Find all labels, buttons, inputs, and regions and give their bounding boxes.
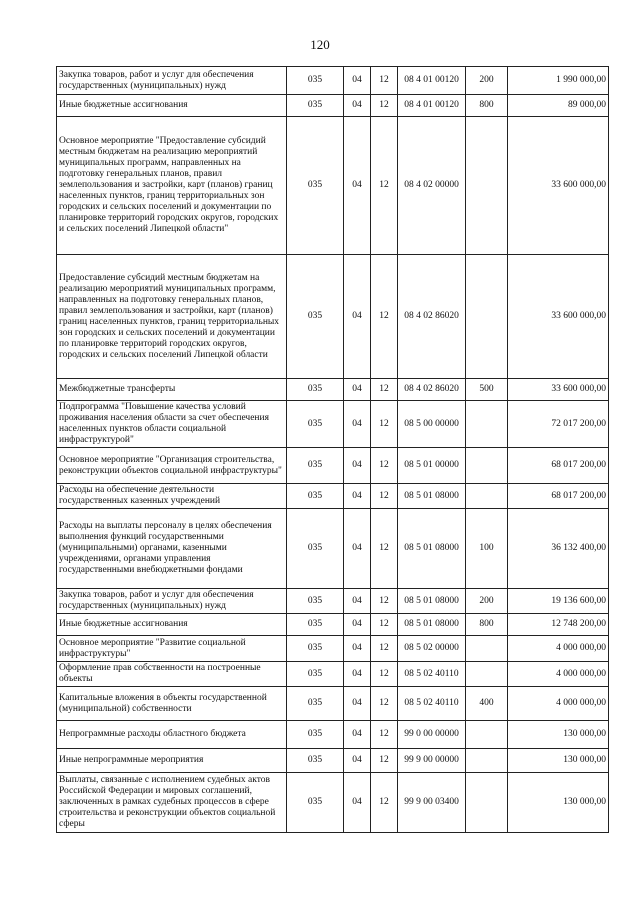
table-row — [57, 95, 609, 117]
subsection-code: 12 — [371, 636, 398, 662]
section-code: 04 — [344, 687, 371, 721]
table-row — [57, 662, 609, 687]
sum-value: 72 017 200,00 — [508, 401, 609, 448]
expense-type: 800 — [466, 95, 508, 117]
subsection-code: 12 — [371, 687, 398, 721]
department-code: 035 — [287, 484, 344, 509]
section-code: 04 — [344, 749, 371, 773]
target-article: 08 5 02 40110 — [398, 662, 466, 687]
expense-type — [466, 749, 508, 773]
section-code: 04 — [344, 589, 371, 614]
row-name: Основное мероприятие "Развитие социальной инфраструктуры" — [57, 636, 287, 662]
section-code: 04 — [344, 614, 371, 636]
section-code: 04 — [344, 484, 371, 509]
table-row — [57, 401, 609, 448]
expense-type — [466, 401, 508, 448]
row-name: Закупка товаров, работ и услуг для обеспечения государственных (муниципальных) нужд — [57, 589, 287, 614]
department-code: 035 — [287, 95, 344, 117]
target-article: 08 4 02 00000 — [398, 117, 466, 255]
target-article: 08 5 02 00000 — [398, 636, 466, 662]
section-code: 04 — [344, 773, 371, 833]
sum-value: 130 000,00 — [508, 721, 609, 749]
row-name: Иные непрограммные мероприятия — [57, 749, 287, 773]
department-code: 035 — [287, 749, 344, 773]
page-number: 120 — [310, 37, 330, 52]
section-code: 04 — [344, 721, 371, 749]
table-body — [57, 67, 609, 833]
department-code: 035 — [287, 773, 344, 833]
table-row — [57, 687, 609, 721]
department-code: 035 — [287, 636, 344, 662]
department-code: 035 — [287, 687, 344, 721]
subsection-code: 12 — [371, 614, 398, 636]
target-article: 08 4 01 00120 — [398, 67, 466, 95]
department-code: 035 — [287, 67, 344, 95]
section-code: 04 — [344, 509, 371, 589]
target-article: 08 5 02 40110 — [398, 687, 466, 721]
section-code: 04 — [344, 401, 371, 448]
table-row — [57, 614, 609, 636]
target-article: 08 5 01 00000 — [398, 448, 466, 484]
expense-type — [466, 636, 508, 662]
row-name: Оформление прав собственности на построенные объекты — [57, 662, 287, 687]
target-article: 99 0 00 00000 — [398, 721, 466, 749]
sum-value: 68 017 200,00 — [508, 484, 609, 509]
section-code: 04 — [344, 117, 371, 255]
department-code: 035 — [287, 721, 344, 749]
subsection-code: 12 — [371, 255, 398, 379]
subsection-code: 12 — [371, 589, 398, 614]
sum-value: 19 136 600,00 — [508, 589, 609, 614]
subsection-code: 12 — [371, 379, 398, 401]
row-name: Капитальные вложения в объекты государственной (муниципальной) собственности — [57, 687, 287, 721]
table-row — [57, 773, 609, 833]
target-article: 99 9 00 00000 — [398, 749, 466, 773]
table-row — [57, 448, 609, 484]
sum-value: 4 000 000,00 — [508, 662, 609, 687]
expense-type: 500 — [466, 379, 508, 401]
sum-value: 33 600 000,00 — [508, 117, 609, 255]
table-row — [57, 255, 609, 379]
department-code: 035 — [287, 589, 344, 614]
row-name: Выплаты, связанные с исполнением судебных актов Российской Федерации и мировых соглашений, заключенных в рамках судебных процессов в сфере строительства и реконструкции объектов социальной сферы — [57, 773, 287, 833]
row-name: Подпрограмма "Повышение качества условий проживания населения области за счет обеспечения населенных пунктов области социальной инфраструктурой" — [57, 401, 287, 448]
expense-type: 100 — [466, 509, 508, 589]
subsection-code: 12 — [371, 749, 398, 773]
section-code: 04 — [344, 67, 371, 95]
sum-value: 4 000 000,00 — [508, 636, 609, 662]
table-row — [57, 117, 609, 255]
subsection-code: 12 — [371, 509, 398, 589]
target-article: 08 5 01 08000 — [398, 509, 466, 589]
expense-type — [466, 255, 508, 379]
subsection-code: 12 — [371, 117, 398, 255]
row-name: Расходы на выплаты персоналу в целях обеспечения выполнения функций государственными (муниципальными) органами, казенными учреждениями, органами управления государственными внебюджетными фондами — [57, 509, 287, 589]
expense-type — [466, 117, 508, 255]
sum-value: 130 000,00 — [508, 773, 609, 833]
subsection-code: 12 — [371, 67, 398, 95]
row-name: Основное мероприятие "Предоставление субсидий местным бюджетам на реализацию мероприятий муниципальных программ, направленных на подготовку генеральных планов, правил землепользования и застройки, карт (планов) границ населенных пунктов, границ территориальных зон городских и сельских поселений и документации по планировке территорий городских округов, городских и сельских поселений Липецкой области" — [57, 117, 287, 255]
subsection-code: 12 — [371, 401, 398, 448]
department-code: 035 — [287, 509, 344, 589]
row-name: Иные бюджетные ассигнования — [57, 614, 287, 636]
row-name: Иные бюджетные ассигнования — [57, 95, 287, 117]
expense-type — [466, 721, 508, 749]
department-code: 035 — [287, 662, 344, 687]
expense-type — [466, 773, 508, 833]
department-code: 035 — [287, 614, 344, 636]
row-name: Основное мероприятие "Организация строительства, реконструкции объектов социальной инфраструктуры" — [57, 448, 287, 484]
target-article: 08 4 02 86020 — [398, 255, 466, 379]
row-name: Расходы на обеспечение деятельности государственных казенных учреждений — [57, 484, 287, 509]
sum-value: 12 748 200,00 — [508, 614, 609, 636]
department-code: 035 — [287, 379, 344, 401]
subsection-code: 12 — [371, 662, 398, 687]
target-article: 08 5 01 08000 — [398, 484, 466, 509]
expense-type: 400 — [466, 687, 508, 721]
department-code: 035 — [287, 448, 344, 484]
sum-value: 33 600 000,00 — [508, 255, 609, 379]
section-code: 04 — [344, 662, 371, 687]
subsection-code: 12 — [371, 721, 398, 749]
expense-type: 200 — [466, 67, 508, 95]
row-name: Предоставление субсидий местным бюджетам на реализацию мероприятий муниципальных программ, направленных на подготовку генеральных планов, правил землепользования и застройки, карт (планов) границ населенных пунктов, границ территориальных зон городских и сельских поселений и документации по планировке территорий городских округов, городских и сельских поселений Липецкой области — [57, 255, 287, 379]
target-article: 99 9 00 03400 — [398, 773, 466, 833]
section-code: 04 — [344, 636, 371, 662]
table-row — [57, 749, 609, 773]
sum-value: 68 017 200,00 — [508, 448, 609, 484]
expense-type: 200 — [466, 589, 508, 614]
table-row — [57, 589, 609, 614]
section-code: 04 — [344, 448, 371, 484]
department-code: 035 — [287, 401, 344, 448]
table-row — [57, 509, 609, 589]
sum-value: 4 000 000,00 — [508, 687, 609, 721]
target-article: 08 5 00 00000 — [398, 401, 466, 448]
subsection-code: 12 — [371, 773, 398, 833]
department-code: 035 — [287, 255, 344, 379]
table-row — [57, 636, 609, 662]
section-code: 04 — [344, 255, 371, 379]
section-code: 04 — [344, 379, 371, 401]
table-row — [57, 484, 609, 509]
subsection-code: 12 — [371, 448, 398, 484]
row-name: Межбюджетные трансферты — [57, 379, 287, 401]
sum-value: 1 990 000,00 — [508, 67, 609, 95]
row-name: Закупка товаров, работ и услуг для обеспечения государственных (муниципальных) нужд — [57, 67, 287, 95]
expense-type — [466, 448, 508, 484]
row-name: Непрограммные расходы областного бюджета — [57, 721, 287, 749]
expense-type: 800 — [466, 614, 508, 636]
department-code: 035 — [287, 117, 344, 255]
target-article: 08 5 01 08000 — [398, 589, 466, 614]
table-row — [57, 67, 609, 95]
target-article: 08 5 01 08000 — [398, 614, 466, 636]
sum-value: 89 000,00 — [508, 95, 609, 117]
subsection-code: 12 — [371, 484, 398, 509]
section-code: 04 — [344, 95, 371, 117]
target-article: 08 4 01 00120 — [398, 95, 466, 117]
table-row — [57, 721, 609, 749]
table-row — [57, 379, 609, 401]
expense-type — [466, 662, 508, 687]
sum-value: 33 600 000,00 — [508, 379, 609, 401]
expense-type — [466, 484, 508, 509]
sum-value: 130 000,00 — [508, 749, 609, 773]
sum-value: 36 132 400,00 — [508, 509, 609, 589]
budget-table — [56, 66, 609, 833]
subsection-code: 12 — [371, 95, 398, 117]
target-article: 08 4 02 86020 — [398, 379, 466, 401]
